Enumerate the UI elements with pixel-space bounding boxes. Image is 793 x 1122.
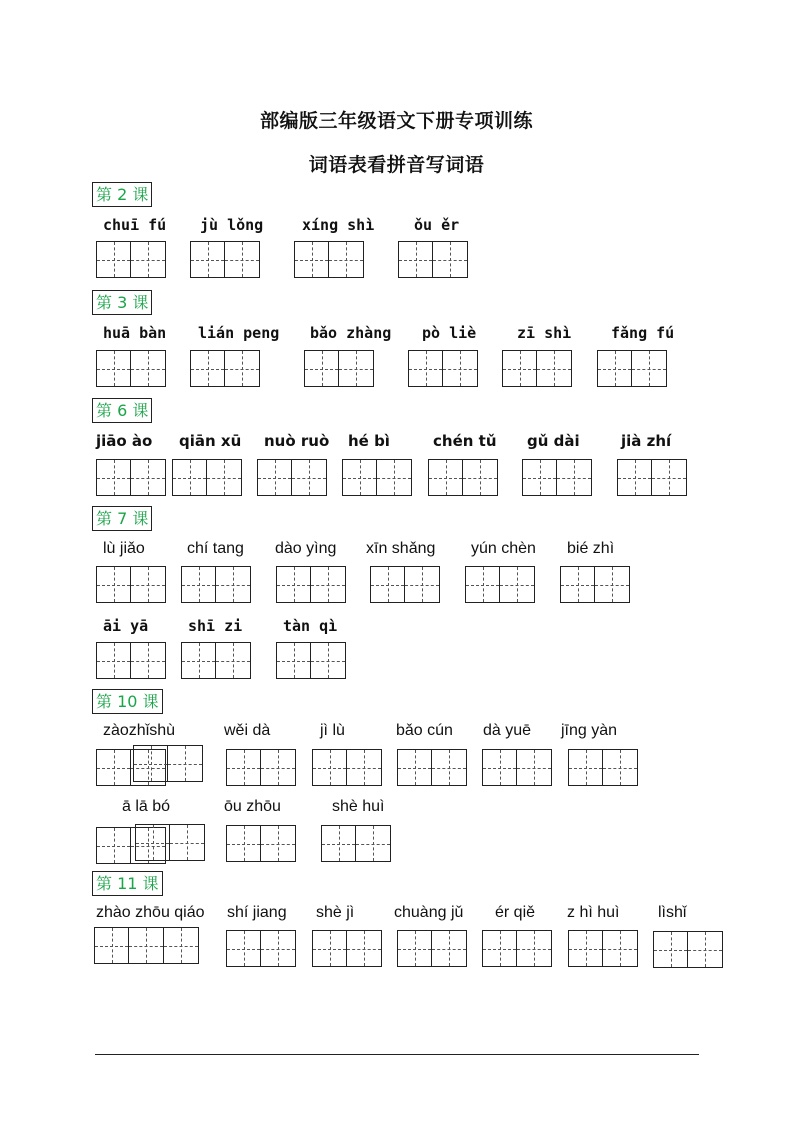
pinyin-word: dào yìng — [275, 540, 337, 557]
pinyin-word: huā bàn — [103, 324, 167, 342]
grid-cell[interactable] — [557, 459, 592, 496]
grid-cell[interactable] — [168, 745, 203, 782]
writing-grid[interactable] — [276, 642, 346, 679]
pinyin-word: chuàng jǔ — [394, 904, 464, 921]
grid-cell[interactable] — [560, 566, 595, 603]
grid-cell[interactable] — [164, 927, 199, 964]
grid-cell[interactable] — [502, 350, 537, 387]
page-subtitle: 词语表看拼音写词语 — [308, 154, 485, 176]
grid-cell[interactable] — [568, 930, 603, 967]
pinyin-word: lù jiǎo — [103, 540, 145, 557]
writing-grid[interactable] — [560, 566, 630, 603]
writing-grid[interactable] — [408, 350, 478, 387]
pinyin-word: jīng yàn — [561, 722, 618, 739]
writing-grid[interactable] — [312, 749, 382, 786]
writing-grid[interactable] — [465, 566, 535, 603]
grid-cell[interactable] — [356, 825, 391, 862]
grid-cell[interactable] — [261, 749, 296, 786]
grid-cell[interactable] — [311, 566, 346, 603]
grid-cell[interactable] — [190, 350, 225, 387]
grid-cell[interactable] — [131, 241, 166, 278]
pinyin-word: jù lǒng — [200, 216, 264, 234]
pinyin-word: ér qiě — [495, 904, 536, 921]
grid-cell[interactable] — [294, 241, 329, 278]
grid-cell[interactable] — [96, 350, 131, 387]
writing-grid[interactable] — [181, 642, 251, 679]
writing-grid[interactable] — [190, 241, 260, 278]
pinyin-word: pò liè — [422, 324, 477, 342]
grid-cell[interactable] — [131, 566, 166, 603]
grid-cell[interactable] — [522, 459, 557, 496]
pinyin-word: yún chèn — [471, 540, 536, 557]
lesson-label-6: 第 6 课 — [92, 398, 152, 423]
grid-cell[interactable] — [408, 350, 443, 387]
grid-cell[interactable] — [537, 350, 572, 387]
grid-cell[interactable] — [181, 642, 216, 679]
grid-cell[interactable] — [617, 459, 652, 496]
grid-cell[interactable] — [652, 459, 687, 496]
grid-cell[interactable] — [131, 459, 166, 496]
grid-cell[interactable] — [172, 459, 207, 496]
grid-cell[interactable] — [432, 749, 467, 786]
pinyin-word: gǔ dài — [527, 432, 580, 450]
grid-cell[interactable] — [517, 749, 552, 786]
grid-cell[interactable] — [398, 241, 433, 278]
pinyin-word: ōu zhōu — [224, 798, 281, 815]
writing-grid[interactable] — [172, 459, 242, 496]
grid-cell[interactable] — [500, 566, 535, 603]
lesson-label-7: 第 7 课 — [92, 506, 152, 531]
pinyin-word: jià zhí — [621, 432, 672, 450]
pinyin-word: tàn qì — [283, 617, 338, 635]
grid-cell[interactable] — [432, 930, 467, 967]
writing-grid-three[interactable] — [94, 927, 199, 964]
pinyin-word: shí jiang — [227, 904, 287, 921]
grid-cell[interactable] — [311, 642, 346, 679]
writing-grid[interactable] — [321, 825, 391, 862]
grid-cell[interactable] — [133, 745, 168, 782]
grid-cell[interactable] — [257, 459, 292, 496]
writing-grid[interactable] — [397, 930, 467, 967]
pinyin-word: z hì huì — [567, 904, 620, 921]
writing-grid[interactable] — [226, 749, 296, 786]
writing-grid[interactable] — [342, 459, 412, 496]
grid-cell[interactable] — [129, 927, 164, 964]
grid-cell[interactable] — [597, 350, 632, 387]
writing-grid[interactable] — [96, 459, 166, 496]
pinyin-word: fǎng fú — [611, 324, 675, 342]
grid-cell[interactable] — [397, 749, 432, 786]
writing-grid[interactable] — [96, 566, 166, 603]
pinyin-word: ǒu ěr — [414, 216, 460, 234]
grid-cell[interactable] — [216, 642, 251, 679]
writing-grid[interactable] — [304, 350, 374, 387]
pinyin-word: shī zi — [188, 617, 243, 635]
grid-cell[interactable] — [370, 566, 405, 603]
grid-cell[interactable] — [312, 930, 347, 967]
writing-grid[interactable] — [597, 350, 667, 387]
grid-cell[interactable] — [653, 931, 688, 968]
writing-grid[interactable] — [190, 350, 260, 387]
grid-cell[interactable] — [568, 749, 603, 786]
grid-cell[interactable] — [261, 930, 296, 967]
pinyin-word: lìshǐ — [658, 904, 687, 921]
pinyin-word: qiān xū — [179, 432, 242, 450]
grid-cell[interactable] — [276, 566, 311, 603]
grid-cell[interactable] — [321, 825, 356, 862]
grid-cell[interactable] — [377, 459, 412, 496]
page-title: 部编版三年级语文下册专项训练 — [259, 110, 533, 132]
grid-cell[interactable] — [170, 824, 205, 861]
pinyin-word: bǎo zhàng — [310, 324, 392, 342]
writing-grid[interactable] — [96, 241, 166, 278]
writing-grid-overlap[interactable] — [133, 745, 203, 782]
grid-cell[interactable] — [131, 350, 166, 387]
grid-cell[interactable] — [96, 459, 131, 496]
lesson-label-3: 第 3 课 — [92, 290, 152, 315]
writing-grid[interactable] — [398, 241, 468, 278]
pinyin-word: xíng shì — [302, 216, 375, 234]
pinyin-word: chuī fú — [103, 216, 167, 234]
writing-grid-overlap[interactable] — [135, 824, 205, 861]
pinyin-word: āi yā — [103, 617, 149, 635]
writing-grid[interactable] — [181, 566, 251, 603]
writing-grid[interactable] — [257, 459, 327, 496]
grid-cell[interactable] — [632, 350, 667, 387]
pinyin-word: chén tǔ — [433, 432, 497, 450]
grid-cell[interactable] — [339, 350, 374, 387]
grid-cell[interactable] — [226, 749, 261, 786]
pinyin-word: lián peng — [198, 324, 280, 342]
pinyin-word: zī shì — [517, 324, 572, 342]
grid-cell[interactable] — [207, 459, 242, 496]
grid-cell[interactable] — [347, 749, 382, 786]
grid-cell[interactable] — [96, 827, 131, 864]
writing-grid[interactable] — [96, 350, 166, 387]
writing-grid[interactable] — [617, 459, 687, 496]
grid-cell[interactable] — [190, 241, 225, 278]
writing-grid[interactable] — [522, 459, 592, 496]
grid-cell[interactable] — [292, 459, 327, 496]
grid-cell[interactable] — [96, 749, 131, 786]
pinyin-word: shè jì — [316, 904, 355, 921]
pinyin-word: ā lā bó — [122, 798, 171, 815]
pinyin-word: wěi dà — [224, 722, 271, 739]
pinyin-word: nuò ruò — [264, 432, 330, 450]
writing-grid[interactable] — [96, 642, 166, 679]
writing-grid[interactable] — [482, 749, 552, 786]
grid-cell[interactable] — [131, 642, 166, 679]
grid-cell[interactable] — [347, 930, 382, 967]
grid-cell[interactable] — [304, 350, 339, 387]
lesson-label-11: 第 11 课 — [92, 871, 163, 896]
lesson-label-10: 第 10 课 — [92, 689, 163, 714]
grid-cell[interactable] — [312, 749, 347, 786]
pinyin-word: bǎo cún — [396, 722, 453, 739]
grid-cell[interactable] — [226, 825, 261, 862]
pinyin-word: shè huì — [332, 798, 385, 815]
grid-cell[interactable] — [216, 566, 251, 603]
grid-cell[interactable] — [96, 642, 131, 679]
pinyin-word: jiāo ào — [96, 432, 153, 450]
grid-cell[interactable] — [225, 241, 260, 278]
grid-cell[interactable] — [276, 642, 311, 679]
grid-cell[interactable] — [94, 927, 129, 964]
grid-cell[interactable] — [342, 459, 377, 496]
grid-cell[interactable] — [135, 824, 170, 861]
grid-cell[interactable] — [688, 931, 723, 968]
writing-grid[interactable] — [482, 930, 552, 967]
grid-cell[interactable] — [226, 930, 261, 967]
writing-grid[interactable] — [568, 930, 638, 967]
pinyin-word: chí tang — [187, 540, 244, 557]
writing-grid[interactable] — [294, 241, 364, 278]
writing-grid[interactable] — [226, 825, 296, 862]
grid-cell[interactable] — [329, 241, 364, 278]
grid-cell[interactable] — [603, 749, 638, 786]
footer-divider — [95, 1054, 699, 1055]
grid-cell[interactable] — [595, 566, 630, 603]
pinyin-word: xīn shǎng — [366, 540, 436, 557]
grid-cell[interactable] — [181, 566, 216, 603]
writing-grid[interactable] — [370, 566, 440, 603]
pinyin-word: hé bì — [348, 432, 390, 450]
writing-grid[interactable] — [276, 566, 346, 603]
pinyin-word: zàozhǐshù — [103, 722, 176, 739]
grid-cell[interactable] — [482, 749, 517, 786]
pinyin-word: zhào zhōu qiáo — [96, 904, 205, 921]
grid-cell[interactable] — [463, 459, 498, 496]
writing-grid[interactable] — [397, 749, 467, 786]
writing-grid[interactable] — [568, 749, 638, 786]
grid-cell[interactable] — [482, 930, 517, 967]
writing-grid[interactable] — [653, 931, 723, 968]
grid-cell[interactable] — [96, 241, 131, 278]
grid-cell[interactable] — [405, 566, 440, 603]
grid-cell[interactable] — [261, 825, 296, 862]
writing-grid[interactable] — [502, 350, 572, 387]
lesson-label-2: 第 2 课 — [92, 182, 152, 207]
writing-grid[interactable] — [312, 930, 382, 967]
grid-cell[interactable] — [225, 350, 260, 387]
grid-cell[interactable] — [517, 930, 552, 967]
grid-cell[interactable] — [465, 566, 500, 603]
pinyin-word: bié zhì — [567, 540, 615, 557]
pinyin-word: dà yuē — [483, 722, 532, 739]
grid-cell[interactable] — [433, 241, 468, 278]
grid-cell[interactable] — [397, 930, 432, 967]
grid-cell[interactable] — [603, 930, 638, 967]
grid-cell[interactable] — [428, 459, 463, 496]
pinyin-word: jì lù — [320, 722, 345, 739]
writing-grid[interactable] — [226, 930, 296, 967]
writing-grid[interactable] — [428, 459, 498, 496]
grid-cell[interactable] — [443, 350, 478, 387]
grid-cell[interactable] — [96, 566, 131, 603]
